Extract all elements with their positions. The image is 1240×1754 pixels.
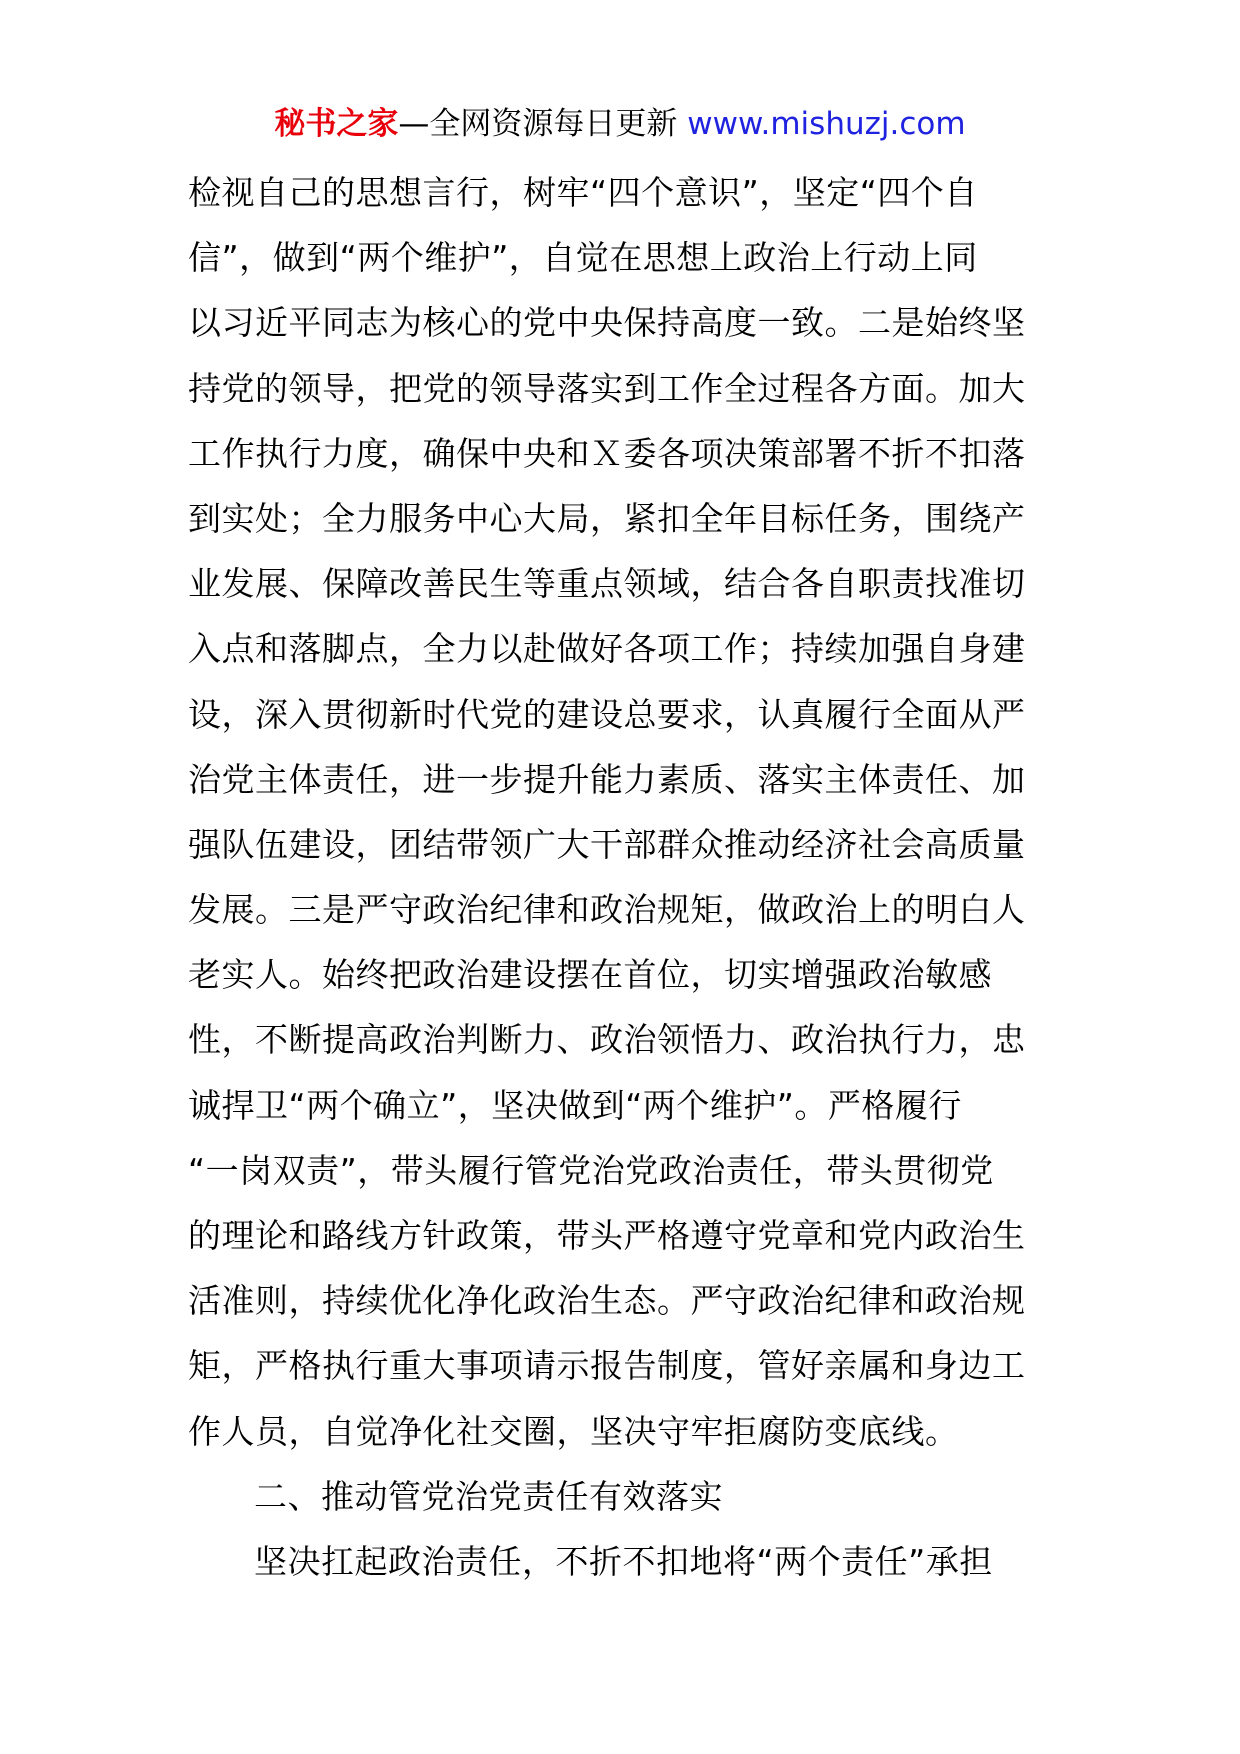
section-heading: 二、推动管党治党责任有效落实 <box>254 1476 723 1516</box>
body-line: 到实处；全力服务中心大局，紧扣全年目标任务，围绕产 <box>188 498 1026 538</box>
body-line: 矩，严格执行重大事项请示报告制度，管好亲属和身边工 <box>188 1346 1026 1386</box>
site-url-link[interactable]: www.mishuzj.com <box>687 106 966 142</box>
body-line: 持党的领导，把党的领导落实到工作全过程各方面。加大 <box>188 368 1026 408</box>
body-line: 性，不断提高政治判断力、政治领悟力、政治执行力，忠 <box>188 1020 1026 1060</box>
body-line: 业发展、保障改善民生等重点领域，结合各自职责找准切 <box>188 564 1026 604</box>
body-line: 老实人。始终把政治建设摆在首位，切实增强政治敏感 <box>188 955 992 995</box>
body-line: 治党主体责任，进一步提升能力素质、落实主体责任、加 <box>188 759 1026 799</box>
body-line: 强队伍建设，团结带领广大干部群众推动经济社会高质量 <box>188 824 1026 864</box>
body-line: “一岗双责”，带头履行管党治党政治责任，带头贯彻党 <box>188 1150 994 1190</box>
site-tagline: —全网资源每日更新 <box>398 106 678 142</box>
body-line: 的理论和路线方针政策，带头严格遵守党章和党内政治生 <box>188 1216 1026 1255</box>
body-line: 坚决扛起政治责任，不折不扣地将“两个责任”承担 <box>254 1541 993 1581</box>
body-line: 入点和落脚点，全力以赴做好各项工作；持续加强自身建 <box>188 629 1026 669</box>
document-body <box>188 160 1058 1594</box>
body-line: 设，深入贯彻新时代党的建设总要求，认真履行全面从严 <box>188 694 1026 734</box>
body-line: 诚捍卫“两个确立”，坚决做到“两个维护”。严格履行 <box>188 1085 962 1125</box>
body-line: 检视自己的思想言行，树牢“四个意识”，坚定“四个自 <box>188 173 978 212</box>
body-line: 以习近平同志为核心的党中央保持高度一致。二是始终坚 <box>188 303 1026 343</box>
body-line: 信”，做到“两个维护”，自觉在思想上政治上行动上同 <box>188 238 978 278</box>
site-header <box>0 100 1240 148</box>
body-line: 工作执行力度，确保中央和Ｘ委各项决策部署不折不扣落 <box>188 433 1026 473</box>
body-line: 发展。三是严守政治纪律和政治规矩，做政治上的明白人 <box>188 890 1026 930</box>
body-line: 作人员，自觉净化社交圈，坚决守牢拒腐防变底线。 <box>188 1411 959 1451</box>
site-brand: 秘书之家 <box>274 106 399 142</box>
body-line: 活准则，持续优化净化政治生态。严守政治纪律和政治规 <box>188 1281 1026 1321</box>
